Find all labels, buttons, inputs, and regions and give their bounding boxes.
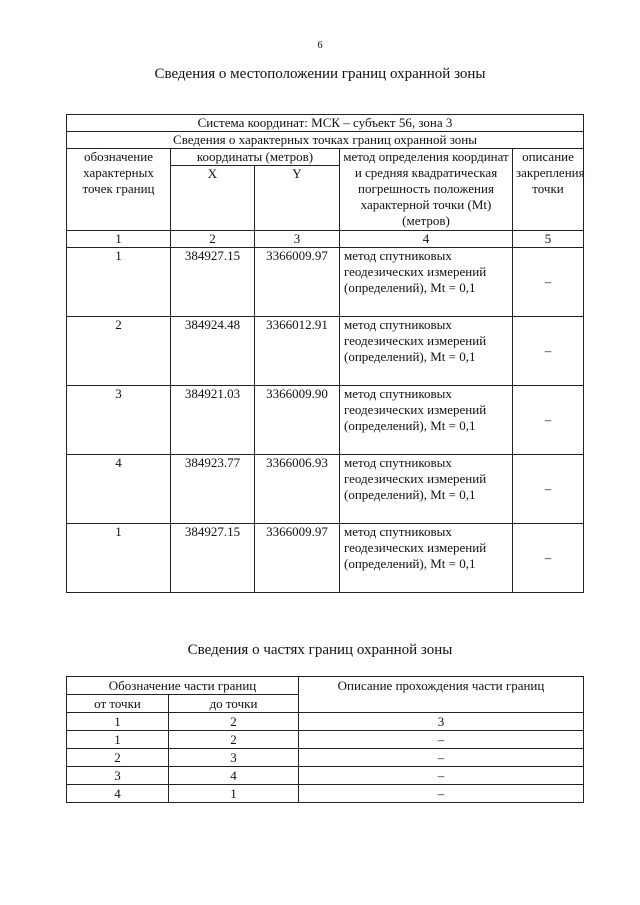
column-number: 4	[340, 231, 513, 248]
x-cell: 384923.77	[171, 455, 255, 524]
point-cell: 2	[67, 317, 171, 386]
y-cell: 3366012.91	[255, 317, 340, 386]
header-method: метод определения координат и средняя квадратическая погрешность положения характерной точки (Mt) (метров)	[340, 149, 513, 231]
table-row	[67, 455, 584, 524]
table-row	[67, 248, 584, 317]
description-cell: –	[513, 317, 584, 386]
coordinates-table	[66, 114, 584, 593]
x-cell: 384921.03	[171, 386, 255, 455]
point-cell: 3	[67, 386, 171, 455]
y-cell: 3366006.93	[255, 455, 340, 524]
header-description: описание закрепления точки	[513, 149, 584, 231]
from-cell: 3	[67, 767, 169, 785]
header-part: Обозначение части границ	[67, 677, 299, 695]
description-cell: –	[299, 749, 584, 767]
page-number: 6	[317, 40, 323, 51]
x-cell: 384927.15	[171, 248, 255, 317]
column-number: 5	[513, 231, 584, 248]
description-cell: –	[299, 731, 584, 749]
header-to-point: до точки	[169, 695, 299, 713]
description-cell: –	[299, 767, 584, 785]
to-cell: 3	[169, 749, 299, 767]
method-cell: метод спутниковых геодезических измерений (определений), Mt = 0,1	[340, 455, 513, 524]
method-cell: метод спутниковых геодезических измерений (определений), Mt = 0,1	[340, 248, 513, 317]
from-cell: 1	[67, 731, 169, 749]
section-title-parts: Сведения о частях границ охранной зоны	[187, 642, 453, 658]
method-cell: метод спутниковых геодезических измерений (определений), Mt = 0,1	[340, 386, 513, 455]
column-number: 2	[169, 713, 299, 731]
column-number: 3	[255, 231, 340, 248]
to-cell: 2	[169, 731, 299, 749]
table-row	[67, 731, 584, 749]
header-coordinates: координаты (метров)	[171, 149, 340, 166]
column-number: 2	[171, 231, 255, 248]
description-cell: –	[513, 248, 584, 317]
table-row	[67, 317, 584, 386]
description-cell: –	[513, 386, 584, 455]
column-number: 1	[67, 231, 171, 248]
header-point-designation: обозначение характерных точек границ	[67, 149, 171, 231]
x-cell: 384924.48	[171, 317, 255, 386]
point-cell: 4	[67, 455, 171, 524]
description-cell: –	[513, 455, 584, 524]
from-cell: 4	[67, 785, 169, 803]
header-from-point: от точки	[67, 695, 169, 713]
description-cell: –	[513, 524, 584, 593]
y-cell: 3366009.90	[255, 386, 340, 455]
header-part-description: Описание прохождения части границ	[299, 677, 584, 713]
method-cell: метод спутниковых геодезических измерений (определений), Mt = 0,1	[340, 317, 513, 386]
y-cell: 3366009.97	[255, 248, 340, 317]
table-row	[67, 749, 584, 767]
table-row	[67, 785, 584, 803]
column-number: 1	[67, 713, 169, 731]
point-cell: 1	[67, 524, 171, 593]
description-cell: –	[299, 785, 584, 803]
from-cell: 2	[67, 749, 169, 767]
method-cell: метод спутниковых геодезических измерений (определений), Mt = 0,1	[340, 524, 513, 593]
table-row	[67, 767, 584, 785]
to-cell: 4	[169, 767, 299, 785]
to-cell: 1	[169, 785, 299, 803]
y-cell: 3366009.97	[255, 524, 340, 593]
table-subtitle: Сведения о характерных точках границ охранной зоны	[67, 132, 584, 149]
header-y: Y	[255, 166, 340, 231]
boundary-parts-table	[66, 676, 584, 803]
table-row	[67, 524, 584, 593]
coordinate-system: Система координат: МСК – субъект 56, зона 3	[67, 115, 584, 132]
header-x: X	[171, 166, 255, 231]
x-cell: 384927.15	[171, 524, 255, 593]
column-number: 3	[299, 713, 584, 731]
point-cell: 1	[67, 248, 171, 317]
table-row	[67, 386, 584, 455]
section-title-location: Сведения о местоположении границ охранной зоны	[154, 66, 486, 82]
